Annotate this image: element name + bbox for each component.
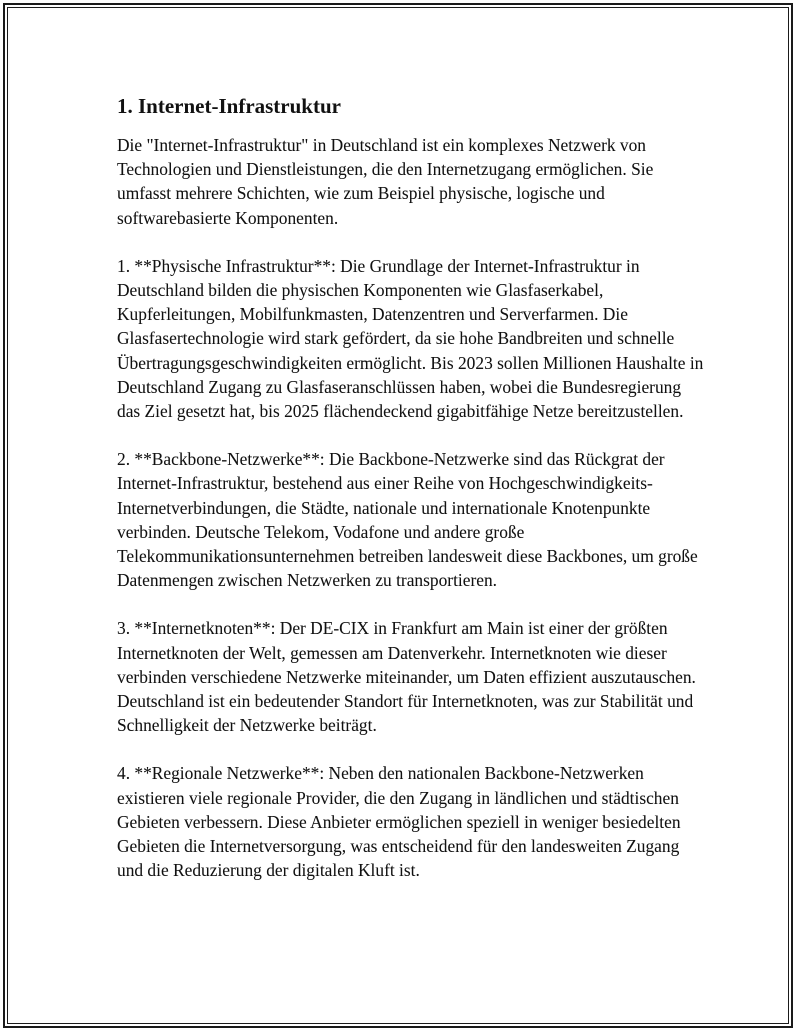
section-heading: 1. Internet-Infrastruktur — [117, 94, 341, 118]
internet-exchange-paragraph: 3. **Internetknoten**: Der DE-CIX in Frankfurt am Main ist einer der größten Internetknoten der Welt, gemessen am Datenverkehr. Internetknoten wie dieser verbinden verschiedene Netzwerke miteinander, um Daten effizient auszutauschen. Deutschland ist ein bedeutender Standort für Internetknoten, was zur Stabilität und Schnelligkeit der Netzwerke beiträgt. — [117, 618, 696, 736]
physical-infrastructure-paragraph: 1. **Physische Infrastruktur**: Die Grundlage der Internet-Infrastruktur in Deutschland bilden die physischen Komponenten wie Glasfaserkabel, Kupferleitungen, Mobilfunkmasten, Datenzentren und Serverfarmen. Die Glasfasertechnologie wird stark gefördert, da sie hohe Bandbreiten und schnelle Übertragungsgeschwindigkeiten ermöglicht. Bis 2023 sollen Millionen Haushalte in Deutschland Zugang zu Glasfaseranschlüssen haben, wobei die Bundesregierung das Ziel gesetzt hat, bis 2025 flächendeckend gigabitfähige Netze bereitzustellen. — [117, 255, 704, 422]
intro-paragraph: Die "Internet-Infrastruktur" in Deutschland ist ein komplexes Netzwerk von Technologien und Dienstleistungen, die den Internetzugang ermöglichen. Sie umfasst mehrere Schichten, wie zum Beispiel physische, logische und softwarebasierte Komponenten. — [117, 135, 654, 228]
regional-networks-paragraph: 4. **Regionale Netzwerke**: Neben den nationalen Backbone-Netzwerken existieren viele regionale Provider, die den Zugang in ländlichen und städtischen Gebieten verbessern. Diese Anbieter ermöglichen speziell in weniger besiedelten Gebieten die Internetversorgung, was entscheidend für den landesweiten Zugang und die Reduzierung der digitalen Kluft ist. — [117, 763, 681, 881]
document-body — [117, 92, 707, 906]
backbone-networks-paragraph: 2. **Backbone-Netzwerke**: Die Backbone-Netzwerke sind das Rückgrat der Internet-Infrastruktur, bestehend aus einer Reihe von Hochgeschwindigkeits-Internetverbindungen, die Städte, nationale und internationale Knotenpunkte verbinden. Deutsche Telekom, Vodafone und andere große Telekommunikationsunternehmen betreiben landesweit diese Backbones, um große Datenmengen zwischen Netzwerken zu transportieren. — [117, 449, 698, 591]
